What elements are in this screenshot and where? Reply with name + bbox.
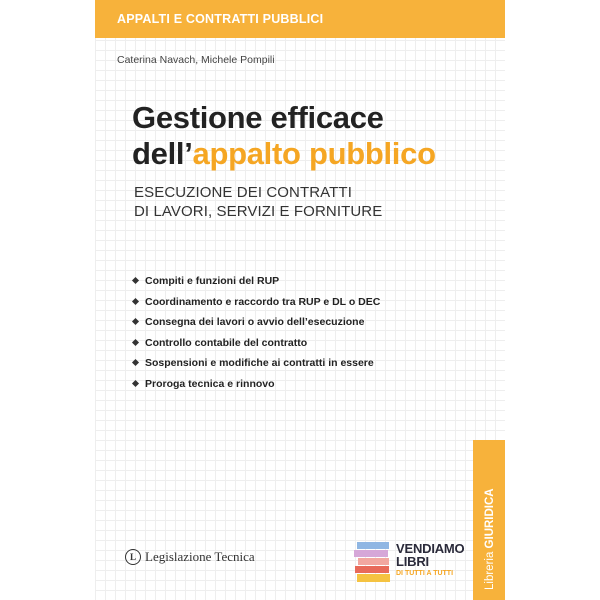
side-band (473, 440, 505, 600)
series-band (95, 0, 505, 38)
book-cover (95, 0, 505, 600)
title-line-2 (132, 136, 436, 172)
topic-label: Controllo contabile del contratto (145, 336, 308, 349)
diamond-icon (132, 277, 139, 284)
topic-item (132, 356, 380, 377)
diamond-icon (132, 380, 139, 387)
seller-line-2: LIBRI (396, 554, 429, 569)
seller-tagline: DI TUTTI A TUTTI (396, 570, 454, 577)
topic-label: Coordinamento e raccordo tra RUP e DL o DEC (145, 295, 381, 308)
diamond-icon (132, 318, 139, 325)
book-title (132, 100, 436, 172)
subtitle-line-2: DI LAVORI, SERVIZI E FORNITURE (134, 203, 383, 220)
side-label (484, 450, 496, 590)
books-stack-icon (353, 538, 393, 586)
topic-item (132, 315, 380, 336)
side-label-strong: GIURIDICA (484, 488, 496, 549)
diamond-icon (132, 339, 139, 346)
topic-label: Sospensioni e modifiche ai contratti in essere (145, 357, 374, 369)
publisher (125, 549, 255, 565)
side-label-prefix: Libreria (484, 548, 496, 590)
subtitle-line-1: ESECUZIONE DEI CONTRATTI (134, 184, 352, 201)
authors: Caterina Navach, Michele Pompili (117, 54, 275, 66)
diamond-icon (132, 359, 139, 366)
topic-list (132, 274, 380, 397)
topic-label: Compiti e funzioni del RUP (145, 275, 280, 287)
diamond-icon (132, 298, 139, 305)
publisher-name: Legislazione Tecnica (145, 549, 255, 564)
topic-item (132, 274, 380, 295)
seller-brand (396, 542, 464, 577)
series-title: APPALTI E CONTRATTI PUBBLICI (117, 12, 324, 26)
topic-item (132, 295, 380, 316)
publisher-logo-icon (125, 549, 141, 565)
topic-label: Proroga tecnica e rinnovo (145, 377, 275, 390)
topic-label: Consegna dei lavori o avvio dell’esecuzione (145, 316, 365, 328)
title-line-2-accent: appalto pubblico (192, 136, 436, 171)
title-line-2-prefix: dell’ (132, 136, 193, 171)
topic-item (132, 377, 380, 398)
publisher-logo-letter: L (129, 552, 136, 562)
topic-item (132, 336, 380, 357)
book-subtitle (134, 183, 382, 221)
title-line-1: Gestione efficace (132, 100, 384, 135)
seller-line-1: VENDIAMO (396, 541, 465, 556)
